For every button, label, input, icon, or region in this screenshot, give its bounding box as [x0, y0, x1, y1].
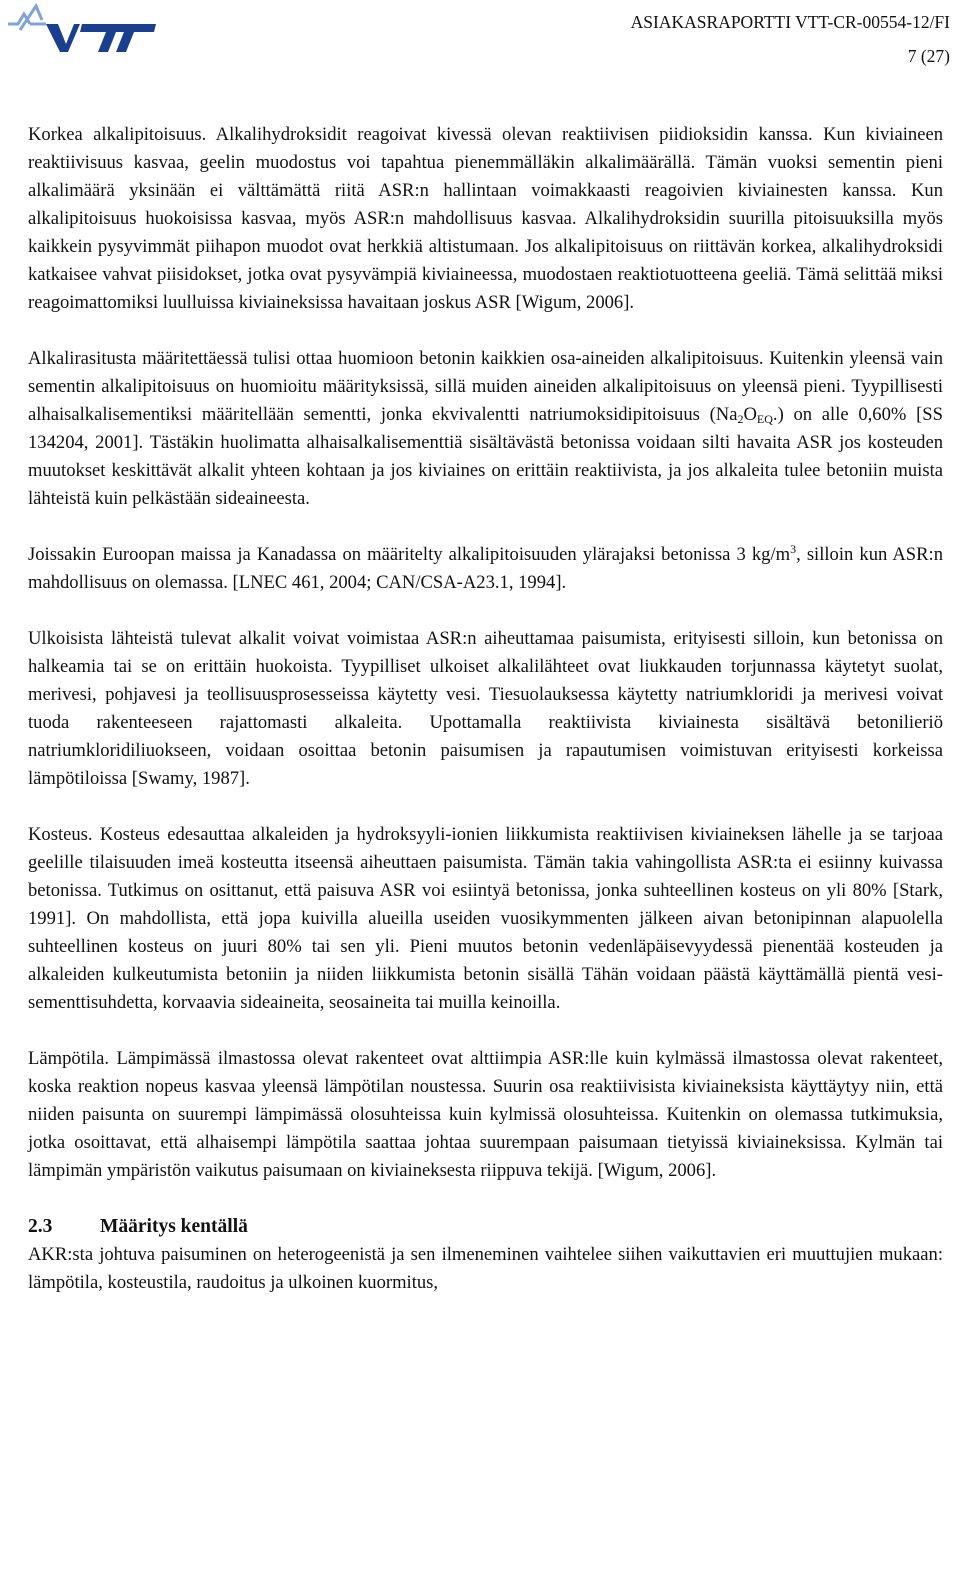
document-body	[28, 121, 943, 1297]
page-number: 7 (27)	[907, 46, 950, 66]
paragraph-field-determination: AKR:sta johtuva paisuminen on heterogeenistä ja sen ilmeneminen vaihtelee siihen vaikuttavien eri muuttujien mukaan: lämpötila, kosteustila, raudoitus ja ulkoinen kuormitus,	[28, 1244, 943, 1293]
vtt-logo	[6, 2, 156, 54]
section-title: Määritys kentällä	[100, 1216, 248, 1237]
section-heading	[28, 1213, 943, 1241]
paragraph-alkali-load: Alkalirasitusta määritettäessä tulisi ottaa huomioon betonin kaikkien osa-aineiden alkalipitoisuus. Kuitenkin yleensä vain sementin alkalipitoisuus on huomioitu määrityksissä, sillä muiden aineiden alkalipitoisuus on yleensä pieni. Tyypillisesti alhaisalkalisementiksi määritellään sementti, jonka ekvivalentti natriumoksidipitoisuus $(Na_2O_{EQ}.)$ on alle 0,60% [SS 134204, 2001]. Tästäkin huolimatta alhaisalkalisementtiä sisältävästä betonissa voidaan silti havaita ASR jos kosteuden muutokset keskittävät alkalit yhteen kohtaan ja jos kiviaines on erittäin reaktiivista, ja jos alkaleita tulee betoniin muista lähteistä kuin pelkästään sideaineesta.	[28, 348, 943, 509]
paragraph-external-alkalis: Ulkoisista lähteistä tulevat alkalit voivat voimistaa ASR:n aiheuttamaa paisumista, erityisesti silloin, kun betonissa on halkeamia tai se on erittäin huokoista. Tyypilliset ulkoiset alkalilähteet ovat liukkauden torjunnassa käytetyt suolat, merivesi, pohjavesi ja teollisuusprosesseissa käytetty vesi. Tiesuolauksessa käytetty natriumkloridi ja merivesi voivat tuoda rakenteeseen rajattomasti alkaleita. Upottamalla reaktiivista kiviainesta sisältävä betonilieriö natriumkloridiliuokseen, voidaan osoittaa betonin paisumisen ja rapautumisen voimistuvan erityisesti korkeissa lämpötiloissa [Swamy, 1987].	[28, 628, 943, 789]
paragraph-moisture: Kosteus. Kosteus edesauttaa alkaleiden ja hydroksyyli-ionien liikkumista reaktiivisen kiviaineksen lähelle ja se tarjoaa geelille tilaisuuden imeä kosteutta itseensä aiheuttaen paisumista. Tämän takia vahingollista ASR:ta ei esiinny kuivassa betonissa. Tutkimus on osittanut, että paisuva ASR voi esiintyä betonissa, jonka suhteellinen kosteus on yli 80% [Stark, 1991]. On mahdollista, että jopa kuivilla alueilla useiden vuosikymmenten jälkeen aivan betonipinnan alapuolella suhteellinen kosteus on juuri 80% tai sen yli. Pieni muutos betonin vedenläpäisevyydessä pienentää kosteuden ja alkaleiden kulkeutumista betoniin ja niiden liikkumista betonin sisällä Tähän voidaan päästä käyttämällä pientä vesi-sementtisuhdetta, korvaavia sideaineita, seosaineita tai muilla keinoilla.	[28, 824, 943, 1013]
paragraph-alkali-content: Korkea alkalipitoisuus. Alkalihydroksidit reagoivat kivessä olevan reaktiivisen piidioksidin kanssa. Kun kiviaineen reaktiivisuus kasvaa, geelin muodostus voi tapahtua pienemmälläkin alkalimäärällä. Tämän vuoksi sementin pieni alkalimäärä yksinään ei välttämättä riitä ASR:n hallintaan voimakkaasti reagoivien kiviainesten kanssa. Kun alkalipitoisuus huokoisissa kasvaa, myös ASR:n mahdollisuus kasvaa. Alkalihydroksidin suurilla pitoisuuksilla myös kaikkein pysyvimmät piihapon muodot ovat herkkiä altistumaan. Jos alkalipitoisuus on riittävän korkea, alkalihydroksidi katkaisee vahvat piisidokset, jotka ovat pysyvämpiä kiviaineessa, muodostaen reaktiotuotteena geeliä. Tämä selittää miksi reagoimattomiksi luulluissa kiviaineksissa havaitaan joskus ASR [Wigum, 2006].	[28, 124, 943, 313]
paragraph-temperature: Lämpötila. Lämpimässä ilmastossa olevat rakenteet ovat alttiimpia ASR:lle kuin kylmässä ilmastossa olevat rakenteet, koska reaktion nopeus kasvaa yleensä lämpötilan noustessa. Suurin osa reaktiivisista kiviaineksista käyttäytyy niin, että niiden paisunta on suurempi lämpimässä olosuhteissa kuin kylmissä olosuhteissa. Kuitenkin on olemassa tutkimuksia, jotka osoittavat, että alhaisempi lämpötila saattaa johtaa suurempaan paisumaan tietyissä kiviaineksissa. Kylmän tai lämpimän ympäristön vaikutus paisumaan on kiviaineksesta riippuva tekijä. [Wigum, 2006].	[28, 1048, 943, 1181]
paragraph-alkali-limit: Joissakin Euroopan maissa ja Kanadassa on määritelty alkalipitoisuuden ylärajaksi betonissa 3 $kg/m^3$, silloin kun ASR:n mahdollisuus on olemassa. [LNEC 461, 2004; CAN/CSA-A23.1, 1994].	[28, 542, 943, 593]
section-number: 2.3	[28, 1216, 53, 1237]
report-reference: ASIAKASRAPORTTI VTT-CR-00554-12/FI	[630, 12, 950, 32]
